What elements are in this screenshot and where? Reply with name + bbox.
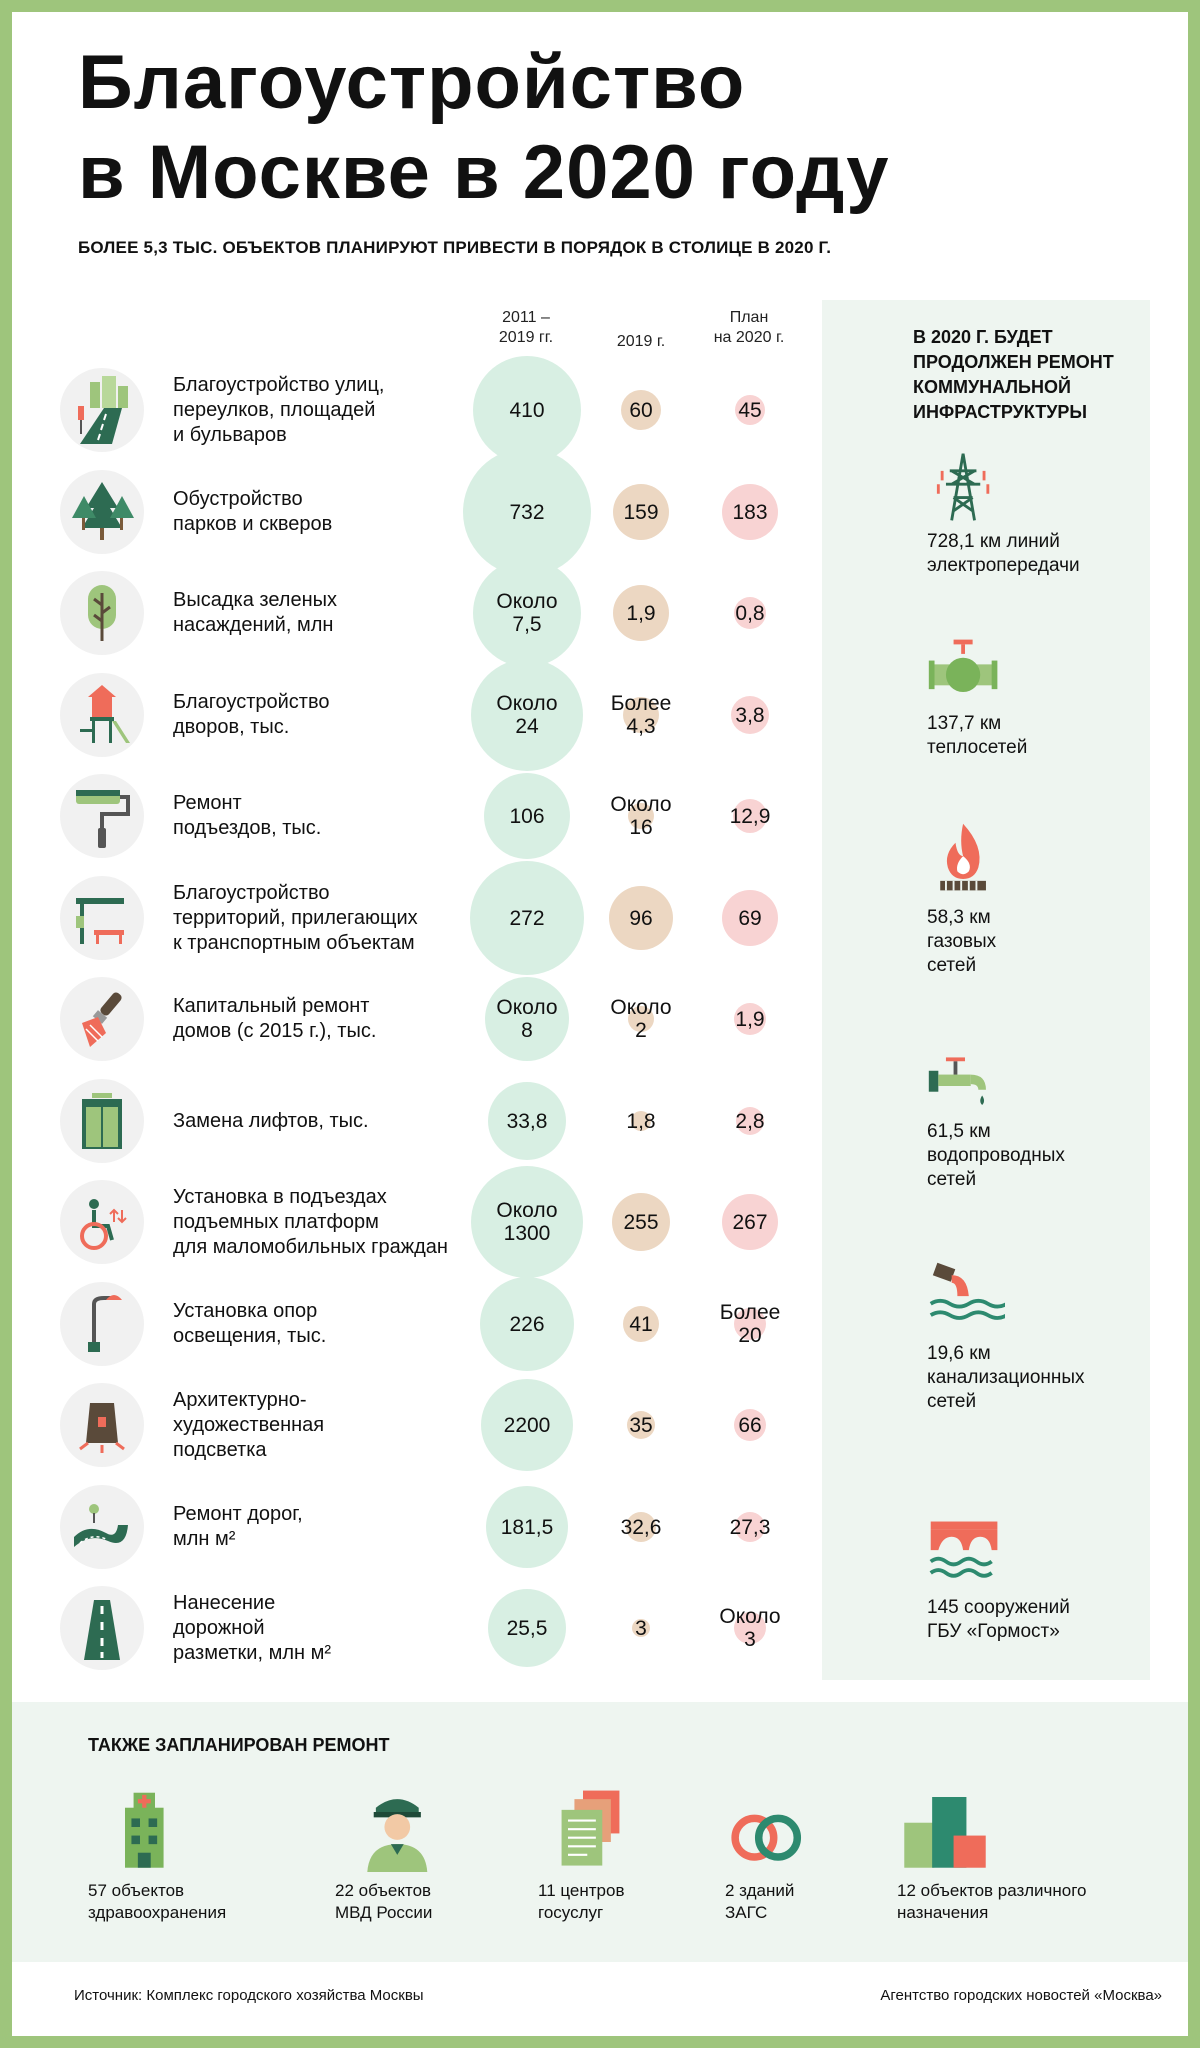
value-2011-2019: Около 7,5 xyxy=(496,590,558,636)
value-2019: 1,8 xyxy=(626,1109,656,1133)
table-row xyxy=(60,1274,800,1374)
road-icon xyxy=(60,1485,144,1569)
row-label: Ремонт дорог, млн м² xyxy=(173,1503,303,1550)
infrastructure-title: В 2020 Г. БУДЕТ ПРОДОЛЖЕН РЕМОНТ КОММУНАЛЬНОЙ ИНФРАСТРУКТУРЫ xyxy=(913,327,1114,422)
power-line-icon xyxy=(925,448,1005,528)
row-label: Высадка зеленых насаждений, млн xyxy=(173,589,337,636)
row-label: Нанесение дорожной разметки, млн м² xyxy=(173,1591,332,1664)
table-row xyxy=(60,1172,800,1272)
value-2011-2019: 2200 xyxy=(503,1413,551,1437)
row-label: Архитектурно- художественная подсветка xyxy=(173,1388,325,1461)
value-plan-2020: Около 3 xyxy=(719,1605,781,1651)
value-2019: 3 xyxy=(635,1616,647,1640)
value-plan-2020: 66 xyxy=(738,1413,762,1437)
value-2019: 1,9 xyxy=(626,601,656,625)
hospital-icon xyxy=(95,1782,185,1872)
value-2011-2019: 226 xyxy=(509,1312,545,1336)
column-header-2019: 2019 г. xyxy=(616,333,666,350)
title-line-1: Благоустройство xyxy=(78,40,746,125)
street-lamp-icon xyxy=(60,1282,144,1366)
table-row xyxy=(60,1071,800,1171)
value-plan-2020: Более 20 xyxy=(719,1301,781,1347)
value-2019: 35 xyxy=(629,1413,653,1437)
playground-icon xyxy=(60,673,144,757)
brush-icon xyxy=(60,977,144,1061)
column-header-2011-2019: 2011 – 2019 гг. xyxy=(498,309,554,346)
infrastructure-item: 137,7 км теплосетей xyxy=(927,713,1028,758)
row-label: Установка опор освещения, тыс. xyxy=(173,1300,327,1347)
documents-icon xyxy=(538,1782,628,1872)
infrastructure-item: 61,5 км водопроводных сетей xyxy=(927,1121,1065,1190)
value-plan-2020: 69 xyxy=(738,906,762,930)
value-plan-2020: 12,9 xyxy=(729,804,771,828)
value-plan-2020: 183 xyxy=(732,500,768,524)
gas-flame-icon xyxy=(925,818,1005,898)
tree-icon xyxy=(60,571,144,655)
value-plan-2020: 267 xyxy=(732,1210,768,1234)
value-2011-2019: 732 xyxy=(509,500,545,524)
value-2019: Около 2 xyxy=(610,996,672,1042)
value-plan-2020: 1,9 xyxy=(735,1007,765,1031)
table-row xyxy=(60,563,800,663)
value-2011-2019: 106 xyxy=(509,804,545,828)
value-2019: 159 xyxy=(623,500,659,524)
table-row xyxy=(60,360,800,460)
value-2011-2019: 272 xyxy=(509,906,545,930)
value-2019: 96 xyxy=(629,906,653,930)
table-row xyxy=(60,969,800,1069)
police-officer-icon xyxy=(348,1782,438,1872)
row-label: Ремонт подъездов, тыс. xyxy=(173,792,322,839)
row-label: Установка в подъездах подъемных платформ для маломобильных граждан xyxy=(173,1185,448,1258)
sewer-pipe-icon xyxy=(925,1258,1005,1338)
agency-credit: Агентство городских новостей «Москва» xyxy=(880,1987,1162,2004)
row-label: Благоустройство улиц, переулков, площадей и бульваров xyxy=(173,373,385,446)
also-planned-item: 2 зданий ЗАГС xyxy=(725,1881,795,1922)
table-row xyxy=(60,1578,800,1678)
value-2011-2019: Около 24 xyxy=(496,692,558,738)
valve-icon xyxy=(925,632,1005,712)
table-row xyxy=(60,462,800,562)
table-row xyxy=(60,766,800,866)
page-subtitle: БОЛЕЕ 5,3 ТЫС. ОБЪЕКТОВ ПЛАНИРУЮТ ПРИВЕСТИ В ПОРЯДОК В СТОЛИЦЕ В 2020 Г. xyxy=(78,238,832,257)
title-line-2: в Москве в 2020 году xyxy=(78,130,890,215)
source-note: Источник: Комплекс городского хозяйства Москвы xyxy=(74,1987,424,2004)
park-icon xyxy=(60,470,144,554)
street-icon xyxy=(60,368,144,452)
also-planned-item: 57 объектов здравоохранения xyxy=(88,1881,227,1922)
infrastructure-item: 728,1 км линий электропередачи xyxy=(927,531,1080,576)
value-2011-2019: Около 1300 xyxy=(496,1199,558,1245)
infrastructure-item: 145 сооружений ГБУ «Гормост» xyxy=(927,1597,1070,1642)
value-2011-2019: 181,5 xyxy=(500,1515,554,1539)
value-2011-2019: Около 8 xyxy=(496,996,558,1042)
infrastructure-item: 19,6 км канализационных сетей xyxy=(927,1343,1085,1412)
facade-light-icon xyxy=(60,1383,144,1467)
also-planned-item: 11 центров госуслуг xyxy=(538,1881,625,1922)
column-header-plan-2020: План на 2020 г. xyxy=(713,309,785,346)
row-label: Обустройство парков и скверов xyxy=(173,488,333,535)
value-plan-2020: 0,8 xyxy=(735,601,765,625)
value-2019: 41 xyxy=(629,1312,653,1336)
table-row xyxy=(60,868,800,968)
road-marking-icon xyxy=(60,1586,144,1670)
value-plan-2020: 27,3 xyxy=(729,1515,771,1539)
bridge-icon xyxy=(925,1512,1005,1592)
value-plan-2020: 45 xyxy=(738,398,762,422)
value-2019: 60 xyxy=(629,398,653,422)
table-row xyxy=(60,1375,800,1475)
value-plan-2020: 2,8 xyxy=(735,1109,765,1133)
table-row xyxy=(60,665,800,765)
table-row xyxy=(60,1477,800,1577)
value-plan-2020: 3,8 xyxy=(735,703,765,727)
value-2019: 32,6 xyxy=(620,1515,662,1539)
bus-stop-icon xyxy=(60,876,144,960)
row-label: Благоустройство дворов, тыс. xyxy=(173,691,330,738)
buildings-icon xyxy=(900,1782,990,1872)
value-2011-2019: 25,5 xyxy=(506,1616,548,1640)
row-label: Замена лифтов, тыс. xyxy=(173,1109,369,1132)
value-2011-2019: 410 xyxy=(509,398,545,422)
elevator-icon xyxy=(60,1079,144,1163)
infrastructure-item: 58,3 км газовых сетей xyxy=(927,907,997,976)
value-2019: 255 xyxy=(623,1210,659,1234)
also-planned-item: 22 объектов МВД России xyxy=(335,1881,433,1922)
value-2019: Около 16 xyxy=(610,793,672,839)
paint-roller-icon xyxy=(60,774,144,858)
also-planned-item: 12 объектов различного назначения xyxy=(897,1881,1087,1922)
value-2011-2019: 33,8 xyxy=(506,1109,548,1133)
wheelchair-icon xyxy=(60,1180,144,1264)
row-label: Капитальный ремонт домов (с 2015 г.), тыс. xyxy=(173,995,377,1042)
value-2019: Более 4,3 xyxy=(610,692,672,738)
rings-icon xyxy=(718,1782,808,1872)
page-title xyxy=(78,38,978,218)
water-tap-icon xyxy=(925,1046,1005,1126)
also-planned-title: ТАКЖЕ ЗАПЛАНИРОВАН РЕМОНТ xyxy=(88,1735,390,1755)
row-label: Благоустройство территорий, прилегающих к транспортным объектам xyxy=(173,881,418,954)
